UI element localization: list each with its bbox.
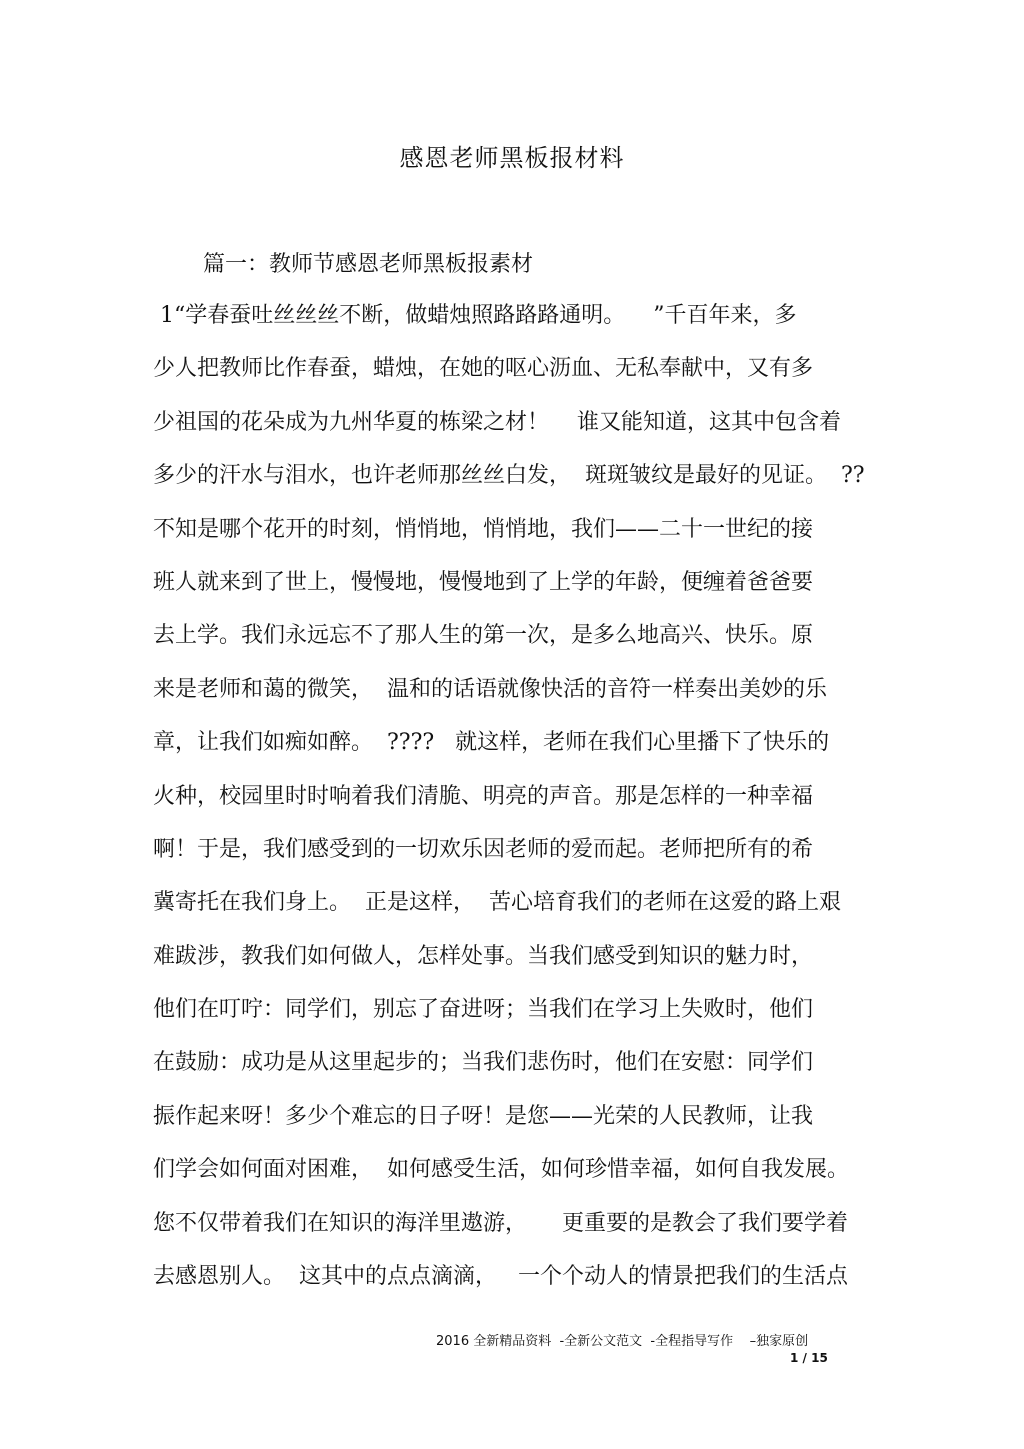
page-number: 1 / 15 bbox=[790, 1351, 828, 1365]
text-line: 多少的汗水与泪水，也许老师那丝丝白发， 斑斑皱纹是最好的见证。 ?? bbox=[153, 463, 865, 489]
footer-text: 2016 全新精品资料 -全新公文范文 -全程指导写作 –独家原创 bbox=[436, 1334, 809, 1349]
text-line: 冀寄托在我们身上。 正是这样， 苦心培育我们的老师在这爱的路上艰 bbox=[153, 890, 841, 916]
text-line: 难跋涉，教我们如何做人，怎样处事。当我们感受到知识的魅力时， bbox=[153, 943, 814, 969]
document-title: 感恩老师黑板报材料 bbox=[399, 144, 625, 172]
text-line: 在鼓励：成功是从这里起步的；当我们悲伤时，他们在安慰：同学们 bbox=[153, 1050, 814, 1076]
text-line: 1“学春蚕吐丝丝丝不断，做蜡烛照路路路通明。 ”千百年来，多 bbox=[153, 303, 797, 328]
body-text bbox=[153, 295, 873, 1309]
text-line: 去上学。我们永远忘不了那人生的第一次，是多么地高兴、快乐。原 bbox=[153, 623, 814, 649]
text-line: 啊！于是，我们感受到的一切欢乐因老师的爱而起。老师把所有的希 bbox=[153, 836, 814, 862]
text-line: 火种，校园里时时响着我们清脆、明亮的声音。那是怎样的一种幸福 bbox=[153, 783, 814, 809]
text-line: 们学会如何面对困难， 如何感受生活，如何珍惜幸福，如何自我发展。 bbox=[153, 1157, 849, 1183]
section-heading: 篇一：教师节感恩老师黑板报素材 bbox=[203, 252, 534, 277]
text-line: 来是老师和蔼的微笑， 温和的话语就像快活的音符一样奏出美妙的乐 bbox=[153, 676, 827, 702]
text-line: 去感恩别人。 这其中的点点滴滴， 一个个动人的情景把我们的生活点 bbox=[153, 1264, 848, 1290]
text-line: 少人把教师比作春蚕，蜡烛，在她的呕心沥血、无私奉献中，又有多 bbox=[153, 356, 814, 382]
text-line: 班人就来到了世上，慢慢地，慢慢地到了上学的年龄，便缠着爸爸要 bbox=[153, 569, 814, 595]
text-line: 他们在叮咛：同学们，别忘了奋进呀；当我们在学习上失败时，他们 bbox=[153, 997, 814, 1023]
text-line: 振作起来呀！多少个难忘的日子呀！是您——光荣的人民教师，让我 bbox=[153, 1103, 814, 1129]
text-line: 章，让我们如痴如醉。 ???? 就这样，老师在我们心里播下了快乐的 bbox=[153, 730, 830, 756]
text-line: 不知是哪个花开的时刻，悄悄地，悄悄地，我们——二十一世纪的接 bbox=[153, 516, 814, 542]
text-line: 您不仅带着我们在知识的海洋里遨游， 更重要的是教会了我们要学着 bbox=[153, 1210, 848, 1236]
text-line: 少祖国的花朵成为九州华夏的栋梁之材！ 谁又能知道，这其中包含着 bbox=[153, 409, 841, 435]
